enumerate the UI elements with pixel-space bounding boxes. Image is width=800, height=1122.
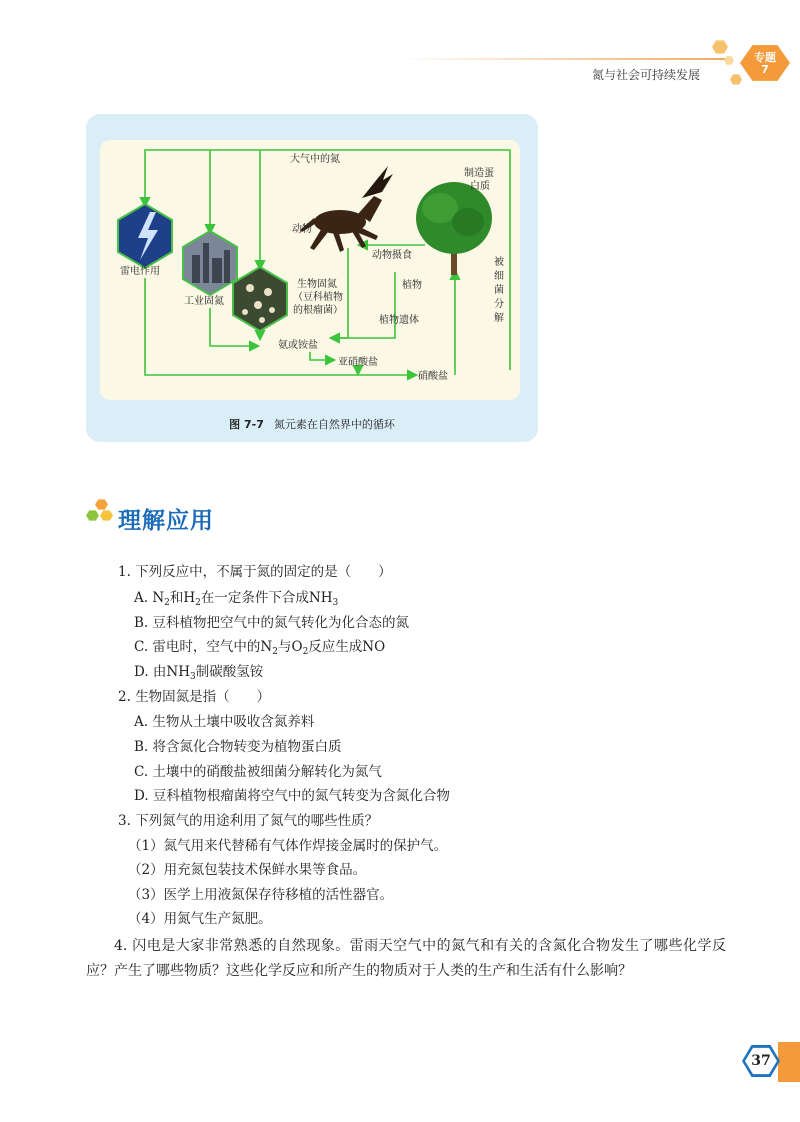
- section-hex-icon-2: [86, 510, 99, 521]
- label-decompose-1: 被: [494, 257, 504, 268]
- q1-option-c: [134, 638, 385, 656]
- q1-stem: 1. 下列反应中，不属于氮的固定的是（ ）: [118, 564, 392, 580]
- label-nitrate: 硝酸盐: [418, 371, 448, 382]
- label-bio-fixation-1: 生物固氮: [297, 279, 337, 290]
- q2-stem: 2. 生物固氮是指（ ）: [118, 689, 271, 705]
- q1-option-a-part3: 在一定条件下合成NH: [200, 590, 333, 606]
- q1-option-b: B. 豆科植物把空气中的氮气转化为化合态的氮: [134, 615, 410, 631]
- q1-option-d-part2: 制碳酸氢铵: [195, 664, 264, 680]
- q1-option-c-sub1: 2: [272, 647, 278, 657]
- header-hex-small-2: [730, 74, 742, 85]
- q1-option-d: [134, 663, 263, 681]
- label-make-protein-1: 制造蛋: [464, 168, 494, 179]
- figure-caption: [86, 416, 538, 432]
- label-bio-fixation-3: 的根瘤菌）: [293, 305, 343, 316]
- q1-option-a-part1: A. N: [134, 590, 165, 606]
- chapter-badge-label: [747, 52, 783, 76]
- label-animal: 动物: [292, 224, 312, 235]
- label-ammonia: 氨或铵盐: [278, 340, 318, 351]
- q3-item-1: （1）氮气用来代替稀有气体作焊接金属时的保护气。: [128, 838, 448, 854]
- header-rule: [400, 58, 730, 60]
- q1-option-c-part1: C. 雷电时，空气中的N: [134, 639, 273, 655]
- q2-option-b: B. 将含氮化合物转变为植物蛋白质: [134, 739, 342, 755]
- label-decompose-5: 解: [494, 313, 504, 324]
- figure-number: 图 7-7: [229, 418, 264, 431]
- label-decompose-3: 菌: [494, 285, 504, 296]
- figure-caption-text: 氮元素在自然界中的循环: [273, 418, 395, 431]
- q2-option-c: C. 土壤中的硝酸盐被细菌分解转化为氮气: [134, 764, 382, 780]
- label-bio-fixation-2: （豆科植物: [293, 292, 343, 303]
- nitrogen-cycle-diagram: [100, 140, 520, 400]
- label-plant-remains: 植物遗体: [379, 315, 419, 326]
- label-decompose-2: 细: [494, 271, 504, 282]
- section-title: 理解应用: [118, 508, 214, 534]
- q1-option-c-part3: 反应生成NO: [308, 639, 386, 655]
- section-hex-icon-3: [100, 510, 113, 521]
- q2-option-a: A. 生物从土壤中吸收含氮养料: [134, 714, 315, 730]
- chapter-badge-text: 专题: [754, 51, 776, 64]
- q1-option-d-part1: D. 由NH: [134, 664, 191, 680]
- label-lightning: 雷电作用: [120, 266, 160, 277]
- section-hex-icon: [95, 499, 108, 510]
- q1-option-a: [134, 589, 338, 607]
- q1-option-d-sub1: 3: [190, 672, 196, 682]
- q3-item-3: （3）医学上用液氮保存待移植的活性器官。: [128, 887, 394, 903]
- label-plant: 植物: [402, 280, 422, 291]
- page-number: 37: [751, 1053, 771, 1069]
- q1-option-a-sub3: 3: [332, 598, 339, 608]
- page-tab: [778, 1042, 800, 1082]
- label-nitrite: 亚硝酸盐: [338, 357, 378, 368]
- q4-paragraph: 4. 闪电是大家非常熟悉的自然现象。雷雨天空气中的氮气和有关的含氮化合物发生了哪些化学反应？产生了哪些物质？这些化学反应和所产生的物质对于人类的生产和生活有什么影响？: [86, 938, 726, 979]
- header-hex-small: [712, 40, 728, 54]
- chapter-title: 氮与社会可持续发展: [591, 68, 700, 82]
- label-atmosphere-nitrogen: 大气中的氮: [290, 154, 340, 165]
- label-make-protein-2: 白质: [470, 181, 490, 192]
- q3-item-4: （4）用氮气生产氮肥。: [128, 911, 272, 927]
- label-animal-eating: 动物摄食: [372, 250, 412, 261]
- label-industrial-fixation: 工业固氮: [184, 296, 224, 307]
- q1-option-a-part2: 和H: [169, 590, 196, 606]
- q1-option-a-sub1: 2: [164, 598, 170, 608]
- chapter-badge-number: 7: [761, 63, 769, 76]
- q2-option-d: D. 豆科植物根瘤菌将空气中的氮气转变为含氮化合物: [134, 788, 450, 804]
- q1-option-a-sub2: 2: [195, 598, 201, 608]
- q1-option-c-part2: 与O: [277, 639, 303, 655]
- q3-stem: 3. 下列氮气的用途利用了氮气的哪些性质？: [118, 813, 379, 829]
- q1-option-c-sub2: 2: [302, 647, 309, 657]
- q3-item-2: （2）用充氮包装技术保鲜水果等食品。: [128, 862, 367, 878]
- label-decompose-4: 分: [494, 299, 504, 310]
